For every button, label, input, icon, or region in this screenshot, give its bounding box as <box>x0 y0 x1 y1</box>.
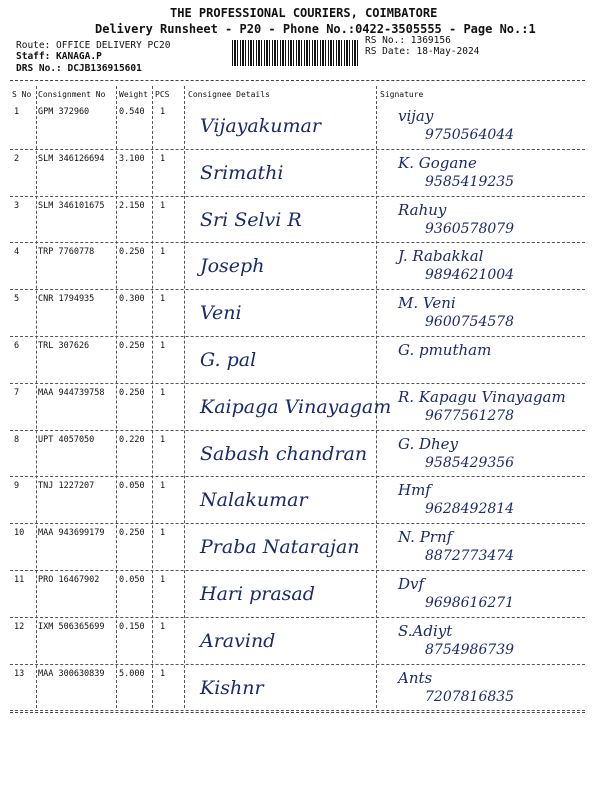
row-sno: 7 <box>14 387 20 398</box>
row-signature-name: K. Gogane <box>398 153 477 172</box>
row-signature-phone: 9894621004 <box>425 267 515 284</box>
row-pcs: 1 <box>160 575 166 585</box>
row-consignment: PRO 16467902 <box>38 575 100 585</box>
row-pcs: 1 <box>160 434 166 445</box>
row-weight: 3.100 <box>119 153 145 164</box>
row-consignment: SLM 346126694 <box>38 153 105 164</box>
row-signature-phone: 9698616271 <box>425 595 515 611</box>
row-sno: 1 <box>14 107 20 117</box>
row-consignee: Sri Selvi R <box>200 208 302 231</box>
table-row <box>0 243 600 290</box>
row-weight: 0.300 <box>119 294 145 305</box>
row-pcs: 1 <box>160 200 166 211</box>
row-signature-name: N. Prnf <box>398 528 453 547</box>
row-consignee: Vijayakumar <box>200 115 321 137</box>
table-row <box>0 618 600 665</box>
row-signature-name: Rahuy <box>398 200 447 219</box>
drs-number: DRS No.: DCJB136915601 <box>16 63 142 74</box>
row-signature-name: vijay <box>398 107 434 125</box>
row-weight: 0.150 <box>119 621 145 632</box>
company-title: THE PROFESSIONAL COURIERS, COIMBATORE <box>170 6 438 20</box>
row-signature-phone: 9677561278 <box>425 407 515 424</box>
row-sno: 5 <box>14 294 20 305</box>
table-row <box>0 197 600 244</box>
row-consignee: Srimathi <box>200 161 284 184</box>
row-signature-phone: 9600754578 <box>425 314 515 331</box>
col-consignee: Consignee Details <box>188 90 270 99</box>
row-pcs: 1 <box>160 621 166 632</box>
row-signature-phone: 9585429356 <box>425 454 515 471</box>
row-consignment: TNJ 1227207 <box>38 481 95 492</box>
row-signature-name: Dvf <box>398 575 425 593</box>
row-consignment: MAA 943699179 <box>38 528 105 539</box>
table-row <box>0 337 600 384</box>
row-consignee: Praba Natarajan <box>200 536 360 559</box>
row-consignment: MAA 300630839 <box>38 668 105 679</box>
row-sno: 4 <box>14 247 20 258</box>
row-sno: 11 <box>14 575 25 585</box>
row-consignment: TRP 7760778 <box>38 247 95 258</box>
row-signature-phone: 9585419235 <box>425 173 515 190</box>
table-row <box>0 477 600 524</box>
route-label: Route: OFFICE DELIVERY PC20 <box>16 40 171 51</box>
row-weight: 0.050 <box>119 575 145 585</box>
row-signature-name: J. Rabakkal <box>398 247 484 266</box>
row-consignee: Veni <box>200 302 242 325</box>
row-signature-name: S.Adiyt <box>398 621 453 640</box>
row-sno: 12 <box>14 621 25 632</box>
row-consignee: Sabash chandran <box>200 442 368 465</box>
row-sno: 13 <box>14 668 25 679</box>
row-sno: 2 <box>14 153 20 164</box>
table-row <box>0 384 600 431</box>
table-row <box>0 571 600 618</box>
runsheet-subtitle: Delivery Runsheet - P20 - Phone No.:0422-3505555 - Page No.:1 <box>95 22 536 36</box>
row-consignee: Aravind <box>200 629 276 652</box>
row-consignee: Nalakumar <box>200 489 308 512</box>
row-sno: 10 <box>14 528 25 539</box>
row-consignee: Joseph <box>200 255 265 278</box>
row-pcs: 1 <box>160 668 166 679</box>
footer-divider <box>10 712 585 713</box>
row-signature-name: Hmf <box>398 481 431 500</box>
col-pcs: PCS <box>155 90 170 99</box>
col-signature: Signature <box>380 90 424 99</box>
row-signature-name: R. Kapagu Vinayagam <box>398 387 566 406</box>
row-signature-phone: 8754986739 <box>425 641 515 658</box>
row-pcs: 1 <box>160 247 166 258</box>
barcode <box>232 40 358 66</box>
row-pcs: 1 <box>160 387 166 398</box>
row-weight: 5.000 <box>119 668 145 679</box>
row-signature-phone: 9750564044 <box>425 127 515 143</box>
row-consignee: Hari prasad <box>200 583 315 605</box>
row-sno: 8 <box>14 434 20 445</box>
col-weight: Weight <box>119 90 148 99</box>
row-signature-phone: 9360578079 <box>425 220 515 237</box>
row-pcs: 1 <box>160 528 166 539</box>
row-weight: 0.250 <box>119 341 145 351</box>
rs-date: RS Date: 18-May-2024 <box>365 46 480 57</box>
row-weight: 0.050 <box>119 481 145 492</box>
row-weight: 0.540 <box>119 107 145 117</box>
col-sno: S No <box>12 90 32 99</box>
row-consignment: CNR 1794935 <box>38 294 95 305</box>
row-consignment: MAA 944739758 <box>38 387 105 398</box>
row-signature-name: G. pmutham <box>398 341 492 359</box>
row-signature-phone: 8872773474 <box>425 548 515 565</box>
row-consignment: SLM 346101675 <box>38 200 105 211</box>
row-consignee: G. pal <box>200 349 257 371</box>
table-row <box>0 524 600 571</box>
rs-number: RS No.: 1369156 <box>365 35 451 46</box>
row-signature-phone: 9628492814 <box>425 501 515 518</box>
row-consignment: UPT 4057050 <box>38 434 95 445</box>
column-headers <box>0 90 600 102</box>
row-pcs: 1 <box>160 294 166 305</box>
row-sno: 9 <box>14 481 20 492</box>
row-weight: 2.150 <box>119 200 145 211</box>
row-weight: 0.250 <box>119 528 145 539</box>
row-signature-name: Ants <box>398 668 433 687</box>
table-row <box>0 103 600 150</box>
row-pcs: 1 <box>160 153 166 164</box>
row-sno: 3 <box>14 200 20 211</box>
header-divider <box>10 80 585 81</box>
row-signature-name: M. Veni <box>398 294 456 313</box>
table-row <box>0 431 600 478</box>
table-row <box>0 290 600 337</box>
row-signature-phone: 7207816835 <box>425 688 515 705</box>
row-consignment: TRL 307626 <box>38 341 90 351</box>
row-pcs: 1 <box>160 481 166 492</box>
table-row <box>0 150 600 197</box>
row-consignment: IXM 506365699 <box>38 621 105 632</box>
staff-label: Staff: KANAGA.P <box>16 51 102 62</box>
row-consignee: Kishnr <box>200 676 264 699</box>
row-sno: 6 <box>14 341 20 351</box>
row-weight: 0.250 <box>119 387 145 398</box>
row-consignment: GPM 372960 <box>38 107 90 117</box>
row-pcs: 1 <box>160 107 166 117</box>
col-consignment: Consignment No <box>38 90 106 99</box>
row-signature-name: G. Dhey <box>398 434 459 453</box>
table-row <box>0 665 600 712</box>
row-weight: 0.250 <box>119 247 145 258</box>
row-consignee: Kaipaga Vinayagam <box>200 395 392 418</box>
row-pcs: 1 <box>160 341 166 351</box>
row-weight: 0.220 <box>119 434 145 445</box>
